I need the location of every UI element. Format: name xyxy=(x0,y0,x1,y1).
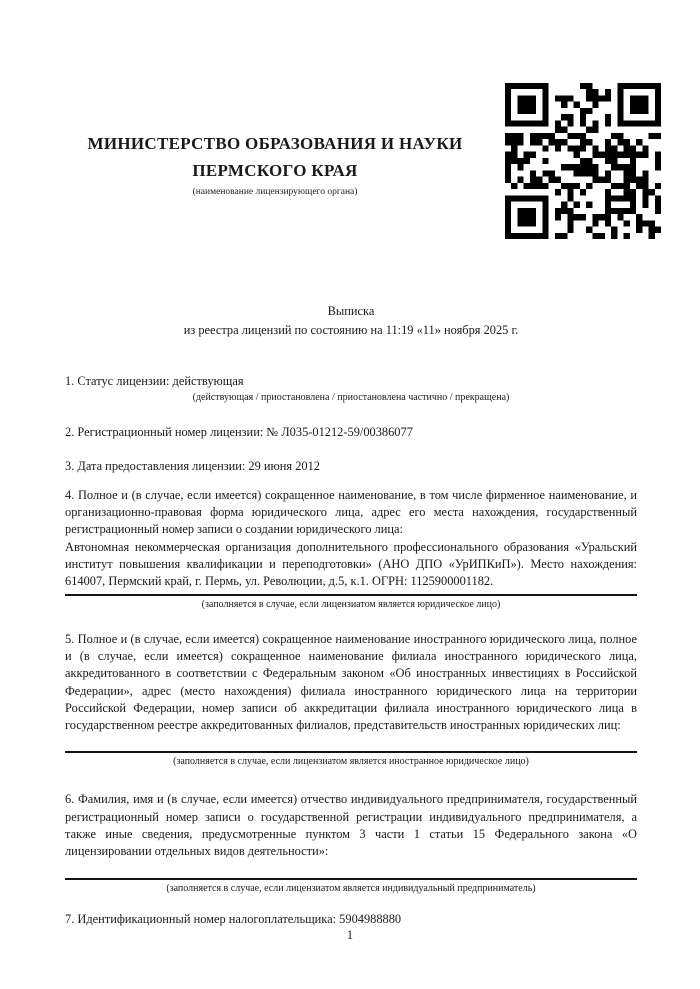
item-2-registration-number: 2. Регистрационный номер лицензии: № Л035-01212-59/00386077 xyxy=(65,425,413,440)
item-4-fill-rule xyxy=(65,594,637,596)
item-5-foreign-entity-label: 5. Полное и (в случае, если имеется) сокращенное наименование иностранного юридического лица, полное и (в случае, если имеется) сокращенное наименование филиала иностранного юридического лица, аккредитованного в соответствии с Федеральным законом «Об иностранных инвестициях в Российской Федерации», адрес (место нахождения) филиала иностранного юридического лица на территории Российской Федерации, номер записи об аккредитации филиала иностранного юридического лица в государственном реестре аккредитованных филиалов, представительств иностранных юридических лиц: xyxy=(65,631,637,733)
ministry-name-line1: МИНИСТЕРСТВО ОБРАЗОВАНИЯ И НАУКИ xyxy=(87,134,463,153)
item-4-legal-entity-label: 4. Полное и (в случае, если имеется) сокращенное наименование, в том числе фирменное наименование, и организационно-правовая форма юридического лица, адрес его места нахождения, государственный регистрационный номер записи о создании юридического лица: xyxy=(65,487,637,537)
item-1-license-status: 1. Статус лицензии: действующая xyxy=(65,374,244,388)
item-7-taxpayer-id: 7. Идентификационный номер налогоплательщика: 5904988880 xyxy=(65,911,402,926)
item-6-entrepreneur-label: 6. Фамилия, имя и (в случае, если имеется) отчество индивидуального предпринимателя, государственный регистрационный номер записи о государственной регистрации индивидуального предпринимателя, а также иные сведения, предусмотренные пунктом 3 части 1 статьи 15 Федерального закона «О лицензировании отдельных видов деятельности»: xyxy=(65,792,637,859)
item-5-caption: (заполняется в случае, если лицензиатом является иностранное юридическое лицо) xyxy=(173,756,529,768)
ministry-name-line2: ПЕРМСКОГО КРАЯ xyxy=(192,161,358,180)
item-6-caption: (заполняется в случае, если лицензиатом является индивидуальный предприниматель) xyxy=(166,882,536,894)
title-line2: из реестра лицензий по состоянию на 11:19 «11» ноября 2025 г. xyxy=(183,323,519,337)
item-3-grant-date: 3. Дата предоставления лицензии: 29 июня 2012 xyxy=(65,458,321,473)
page-number: 1 xyxy=(346,928,354,942)
document-title xyxy=(65,302,637,340)
ministry-caption: (наименование лицензирующего органа) xyxy=(192,187,358,197)
item-4-caption: (заполняется в случае, если лицензиатом является юридическое лицо) xyxy=(201,598,501,610)
item-6-fill-rule xyxy=(65,878,637,880)
item-4-legal-entity-value: Автономная некоммерческая организация дополнительного профессионального образования «Уральский институт повышения квалификации и переподготовки» (АНО ДПО «УрИПКиП»). Место нахождения: 614007, Пермский край, г. Пермь, ул. Революции, д.5, к.1. ОГРН: 1125900001182. xyxy=(65,539,637,589)
item-1-status-options-caption: (действующая / приостановлена / приостановлена частично / прекращена) xyxy=(192,392,510,404)
title-line1: Выписка xyxy=(327,304,375,318)
item-5-fill-rule xyxy=(65,751,637,753)
